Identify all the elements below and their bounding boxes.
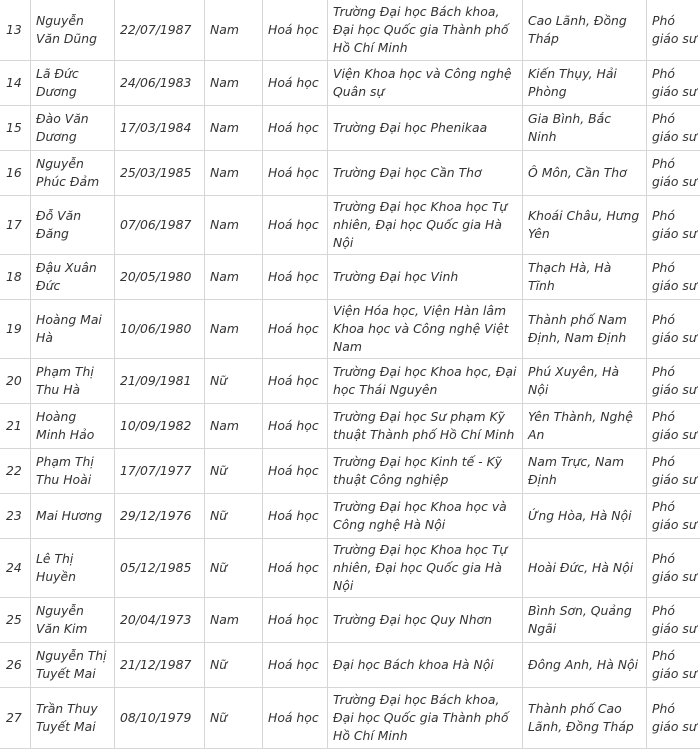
hometown: Ứng Hòa, Hà Nội	[523, 494, 647, 539]
gender: Nam	[205, 404, 263, 449]
row-number: 14	[0, 61, 31, 106]
academic-title: Phó giáo sư	[647, 359, 700, 404]
academic-title: Phó giáo sư	[647, 151, 700, 196]
full-name: Đậu Xuân Đức	[31, 255, 115, 300]
academic-title: Phó giáo sư	[647, 255, 700, 300]
hometown: Kiến Thụy, Hải Phòng	[523, 61, 647, 106]
organization: Trường Đại học Quy Nhơn	[328, 598, 523, 643]
academic-title: Phó giáo sư	[647, 61, 700, 106]
table-row	[0, 61, 700, 106]
gender: Nữ	[205, 449, 263, 494]
gender: Nam	[205, 151, 263, 196]
date-of-birth: 21/09/1981	[115, 359, 205, 404]
full-name: Lã Đức Dương	[31, 61, 115, 106]
field: Hoá học	[263, 404, 328, 449]
gender: Nam	[205, 598, 263, 643]
field: Hoá học	[263, 539, 328, 598]
gender: Nam	[205, 106, 263, 151]
field: Hoá học	[263, 300, 328, 359]
row-number: 27	[0, 688, 31, 749]
organization: Trường Đại học Cần Thơ	[328, 151, 523, 196]
field: Hoá học	[263, 494, 328, 539]
organization: Trường Đại học Sư phạm Kỹ thuật Thành phố Hồ Chí Minh	[328, 404, 523, 449]
hometown: Hoài Đức, Hà Nội	[523, 539, 647, 598]
full-name: Nguyễn Thị Tuyết Mai	[31, 643, 115, 688]
gender: Nam	[205, 196, 263, 255]
academic-title: Phó giáo sư	[647, 404, 700, 449]
full-name: Nguyễn Văn Kim	[31, 598, 115, 643]
field: Hoá học	[263, 359, 328, 404]
full-name: Trần Thuy Tuyết Mai	[31, 688, 115, 749]
row-number: 21	[0, 404, 31, 449]
row-number: 18	[0, 255, 31, 300]
table-row	[0, 300, 700, 359]
row-number: 25	[0, 598, 31, 643]
field: Hoá học	[263, 196, 328, 255]
gender: Nữ	[205, 643, 263, 688]
table-row	[0, 598, 700, 643]
table-row	[0, 359, 700, 404]
field: Hoá học	[263, 643, 328, 688]
full-name: Nguyễn Phúc Đảm	[31, 151, 115, 196]
row-number: 19	[0, 300, 31, 359]
table-row	[0, 539, 700, 598]
field: Hoá học	[263, 106, 328, 151]
table-row	[0, 151, 700, 196]
field: Hoá học	[263, 61, 328, 106]
academic-title: Phó giáo sư	[647, 196, 700, 255]
full-name: Hoàng Mai Hà	[31, 300, 115, 359]
table-row	[0, 255, 700, 300]
organization: Đại học Bách khoa Hà Nội	[328, 643, 523, 688]
organization: Trường Đại học Bách khoa, Đại học Quốc gia Thành phố Hồ Chí Minh	[328, 688, 523, 749]
date-of-birth: 20/05/1980	[115, 255, 205, 300]
hometown: Thành phố Nam Định, Nam Định	[523, 300, 647, 359]
organization: Trường Đại học Khoa học, Đại học Thái Nguyên	[328, 359, 523, 404]
organization: Viện Khoa học và Công nghệ Quân sự	[328, 61, 523, 106]
gender: Nam	[205, 0, 263, 61]
hometown: Gia Bình, Bắc Ninh	[523, 106, 647, 151]
gender: Nam	[205, 300, 263, 359]
hometown: Khoái Châu, Hưng Yên	[523, 196, 647, 255]
row-number: 26	[0, 643, 31, 688]
full-name: Phạm Thị Thu Hà	[31, 359, 115, 404]
gender: Nữ	[205, 539, 263, 598]
organization: Trường Đại học Phenikaa	[328, 106, 523, 151]
hometown: Ô Môn, Cần Thơ	[523, 151, 647, 196]
table-row	[0, 688, 700, 749]
table-row	[0, 106, 700, 151]
field: Hoá học	[263, 449, 328, 494]
date-of-birth: 25/03/1985	[115, 151, 205, 196]
row-number: 23	[0, 494, 31, 539]
date-of-birth: 07/06/1987	[115, 196, 205, 255]
academic-title: Phó giáo sư	[647, 300, 700, 359]
academic-title: Phó giáo sư	[647, 449, 700, 494]
row-number: 22	[0, 449, 31, 494]
academic-title: Phó giáo sư	[647, 0, 700, 61]
date-of-birth: 22/07/1987	[115, 0, 205, 61]
organization: Trường Đại học Khoa học Tự nhiên, Đại học Quốc gia Hà Nội	[328, 196, 523, 255]
row-number: 15	[0, 106, 31, 151]
date-of-birth: 29/12/1976	[115, 494, 205, 539]
date-of-birth: 24/06/1983	[115, 61, 205, 106]
date-of-birth: 17/03/1984	[115, 106, 205, 151]
date-of-birth: 05/12/1985	[115, 539, 205, 598]
field: Hoá học	[263, 151, 328, 196]
date-of-birth: 17/07/1977	[115, 449, 205, 494]
full-name: Lê Thị Huyền	[31, 539, 115, 598]
organization: Viện Hóa học, Viện Hàn lâm Khoa học và Công nghệ Việt Nam	[328, 300, 523, 359]
field: Hoá học	[263, 688, 328, 749]
gender: Nữ	[205, 359, 263, 404]
gender: Nam	[205, 61, 263, 106]
organization: Trường Đại học Bách khoa, Đại học Quốc gia Thành phố Hồ Chí Minh	[328, 0, 523, 61]
organization: Trường Đại học Vinh	[328, 255, 523, 300]
date-of-birth: 21/12/1987	[115, 643, 205, 688]
table-row	[0, 494, 700, 539]
table-row	[0, 196, 700, 255]
field: Hoá học	[263, 0, 328, 61]
full-name: Đào Văn Dương	[31, 106, 115, 151]
gender: Nữ	[205, 494, 263, 539]
academic-title: Phó giáo sư	[647, 539, 700, 598]
table-row	[0, 643, 700, 688]
hometown: Thành phố Cao Lãnh, Đồng Tháp	[523, 688, 647, 749]
table-row	[0, 404, 700, 449]
hometown: Đông Anh, Hà Nội	[523, 643, 647, 688]
row-number: 16	[0, 151, 31, 196]
full-name: Mai Hương	[31, 494, 115, 539]
date-of-birth: 08/10/1979	[115, 688, 205, 749]
full-name: Đỗ Văn Đăng	[31, 196, 115, 255]
date-of-birth: 10/06/1980	[115, 300, 205, 359]
row-number: 13	[0, 0, 31, 61]
organization: Trường Đại học Khoa học Tự nhiên, Đại học Quốc gia Hà Nội	[328, 539, 523, 598]
academic-title: Phó giáo sư	[647, 688, 700, 749]
date-of-birth: 10/09/1982	[115, 404, 205, 449]
table-row	[0, 449, 700, 494]
hometown: Thạch Hà, Hà Tĩnh	[523, 255, 647, 300]
row-number: 20	[0, 359, 31, 404]
academic-title: Phó giáo sư	[647, 106, 700, 151]
hometown: Phú Xuyên, Hà Nội	[523, 359, 647, 404]
organization: Trường Đại học Kinh tế - Kỹ thuật Công nghiệp	[328, 449, 523, 494]
organization: Trường Đại học Khoa học và Công nghệ Hà Nội	[328, 494, 523, 539]
row-number: 17	[0, 196, 31, 255]
academic-title: Phó giáo sư	[647, 643, 700, 688]
hometown: Bình Sơn, Quảng Ngãi	[523, 598, 647, 643]
academic-title: Phó giáo sư	[647, 598, 700, 643]
hometown: Yên Thành, Nghệ An	[523, 404, 647, 449]
hometown: Cao Lãnh, Đồng Tháp	[523, 0, 647, 61]
field: Hoá học	[263, 255, 328, 300]
field: Hoá học	[263, 598, 328, 643]
gender: Nữ	[205, 688, 263, 749]
full-name: Hoàng Minh Hảo	[31, 404, 115, 449]
full-name: Nguyễn Văn Dũng	[31, 0, 115, 61]
hometown: Nam Trực, Nam Định	[523, 449, 647, 494]
table-row	[0, 0, 700, 61]
date-of-birth: 20/04/1973	[115, 598, 205, 643]
row-number: 24	[0, 539, 31, 598]
full-name: Phạm Thị Thu Hoài	[31, 449, 115, 494]
gender: Nam	[205, 255, 263, 300]
academic-title: Phó giáo sư	[647, 494, 700, 539]
